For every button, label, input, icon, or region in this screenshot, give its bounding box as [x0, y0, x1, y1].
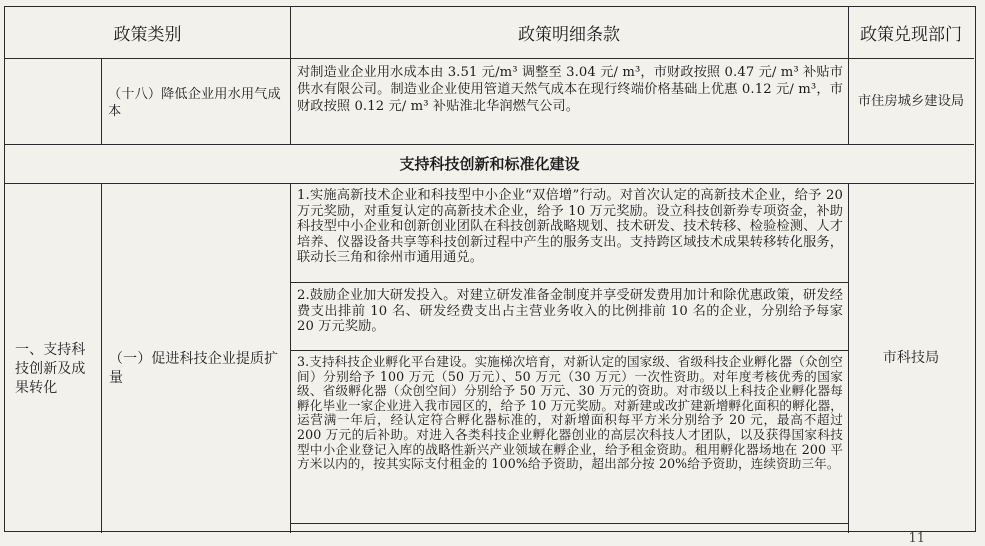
policy-item-3: 3.支持科技企业孵化平台建设。实施梯次培育，对新认定的国家级、省级科技企业孵化器（众创空间）分别给予 100 万元（50 万元）、50 万元（30 万元）一次性资助。对年度考核优秀的国家级、省级孵化器（众创空间）分别给予 50 万元、30 万元的资助。对市级以上科技企业孵化器每孵化毕业一家企业进入我市园区的，给予 10 万元奖励。对新建或改扩建新增孵化面积的孵化器，运营满一年后，经认定符合孵化器标准的，对新增面积每平方米分别给予 20 元，最高不超过 200 万元的后补助。对进入各类科技企业孵化器创业的高层次科技人才团队，以及获得国家科技型中小企业登记入库的战略性新兴产业领域在孵企业，给予租金资助。租用孵化器场地在 200 平方米以内的，按其实际支付租金的 100%给予资助，超出部分按 20%给予资助，连续资助三年。	[297, 354, 843, 472]
section1-subcategory: （一）促进科技企业提质扩量	[109, 351, 279, 386]
policy-item-2: 2.鼓励企业加大研发投入。对建立研发准备金制度并享受研发费用加计和除优惠政策，研发经费支出排前 10 名、研发经费支出占主营业务收入的比例排前 10 名的企业，分别给予每家 20 万元奖励。	[297, 288, 843, 335]
header-details: 政策明细条款	[518, 25, 620, 45]
item-divider	[290, 523, 848, 524]
header-category: 政策类别	[113, 25, 182, 45]
header-divider	[5, 58, 974, 59]
item-divider	[290, 350, 848, 351]
policy-item-1: 1.实施高新技术企业和科技型中小企业“双倍增”行动。对首次认定的高新技术企业，给予 20 万元奖励，对重复认定的高新技术企业，给予 10 万元奖励。设立科技创新券专项资金，补助科技型中小企业和创新创业团队在科技创新战略规划、技术研发、技术转移、检验检测、人才培养、仪器设备共享等科技创新过程中产生的服务支出。支持跨区域技术成果转移转化服务，联动长三角和徐州市通用通兑。	[297, 188, 843, 266]
col-divider	[101, 58, 102, 144]
section1-department: 市科技局	[882, 349, 940, 366]
row18-subcategory: （十八）降低企业用水用气成本	[108, 87, 281, 119]
section1-category: 一、支持科技创新及成果转化	[15, 342, 86, 396]
col-divider	[101, 183, 102, 533]
item-divider	[290, 282, 848, 283]
policy-table	[4, 6, 976, 532]
header-department: 政策兑现部门	[860, 25, 962, 45]
col-divider	[290, 183, 291, 533]
section-divider	[5, 183, 974, 184]
page-number: 11	[908, 531, 925, 546]
row18-department: 市住房城乡建设局	[857, 93, 965, 109]
section-title: 支持科技创新和标准化建设	[399, 155, 580, 173]
row18-detail: 对制造业企业用水成本由 3.51 元/m³ 调整至 3.04 元/ m³，市财政按照 0.47 元/ m³ 补贴市供水有限公司。制造业企业使用管道天然气成本在现行终端价格基础上优惠 0.12 元/ m³，市财政按照 0.12 元/ m³ 补贴淮北华润燃气公司。	[297, 65, 843, 114]
